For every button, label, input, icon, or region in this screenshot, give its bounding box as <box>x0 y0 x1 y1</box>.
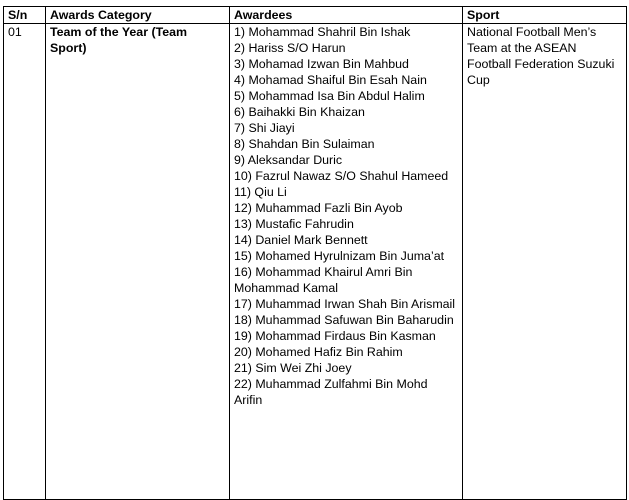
awardee-item: 17) Muhammad Irwan Shah Bin Arismail <box>234 297 456 311</box>
awardee-item: 14) Daniel Mark Bennett <box>234 233 368 247</box>
awardee-item: 21) Sim Wei Zhi Joey <box>234 361 352 375</box>
awardee-item: 6) Baihakki Bin Khaizan <box>234 105 365 119</box>
awardee-item: 19) Mohammad Firdaus Bin Kasman <box>234 329 436 343</box>
awardee-item: 18) Muhammad Safuwan Bin Baharudin <box>234 313 454 327</box>
awardee-item: 7) Shi Jiayi <box>234 121 295 135</box>
table-body <box>4 24 627 500</box>
table-row <box>4 24 627 500</box>
awardee-item: 16) Mohammad Khairul Amri Bin Mohammad Kamal <box>234 265 413 295</box>
header-category: Awards Category <box>46 7 230 24</box>
awardee-item: 3) Mohamad Izwan Bin Mahbud <box>234 57 409 71</box>
awardee-item: 2) Hariss S/O Harun <box>234 41 346 55</box>
awardee-item: 20) Mohamed Hafiz Bin Rahim <box>234 345 403 359</box>
awardee-item: 5) Mohammad Isa Bin Abdul Halim <box>234 89 425 103</box>
header-sn: S/n <box>4 7 46 24</box>
awardee-item: 15) Mohamed Hyrulnizam Bin Juma’at <box>234 249 445 263</box>
awardee-item: 8) Shahdan Bin Sulaiman <box>234 137 375 151</box>
awards-table <box>3 6 627 500</box>
awardee-item: 10) Fazrul Nawaz S/O Shahul Hameed <box>234 169 449 183</box>
awardee-item: 11) Qiu Li <box>234 185 287 199</box>
header-sport: Sport <box>463 7 627 24</box>
awardee-item: 22) Muhammad Zulfahmi Bin Mohd Arifin <box>234 377 428 407</box>
awardee-item: 12) Muhammad Fazli Bin Ayob <box>234 201 403 215</box>
cell-sn: 01 <box>4 24 46 500</box>
awardee-item: 1) Mohammad Shahril Bin Ishak <box>234 25 411 39</box>
awardee-item: 9) Aleksandar Duric <box>234 153 343 167</box>
awardee-item: 4) Mohamad Shaiful Bin Esah Nain <box>234 73 427 87</box>
header-awardees: Awardees <box>230 7 463 24</box>
table-header <box>4 7 627 24</box>
cell-awardees <box>230 24 463 500</box>
awardee-item: 13) Mustafic Fahrudin <box>234 217 354 231</box>
awardee-list <box>234 24 458 408</box>
header-row <box>4 7 627 24</box>
cell-category: Team of the Year (Team Sport) <box>46 24 230 500</box>
cell-sport: National Football Men’s Team at the ASEAN Football Federation Suzuki Cup <box>463 24 627 500</box>
